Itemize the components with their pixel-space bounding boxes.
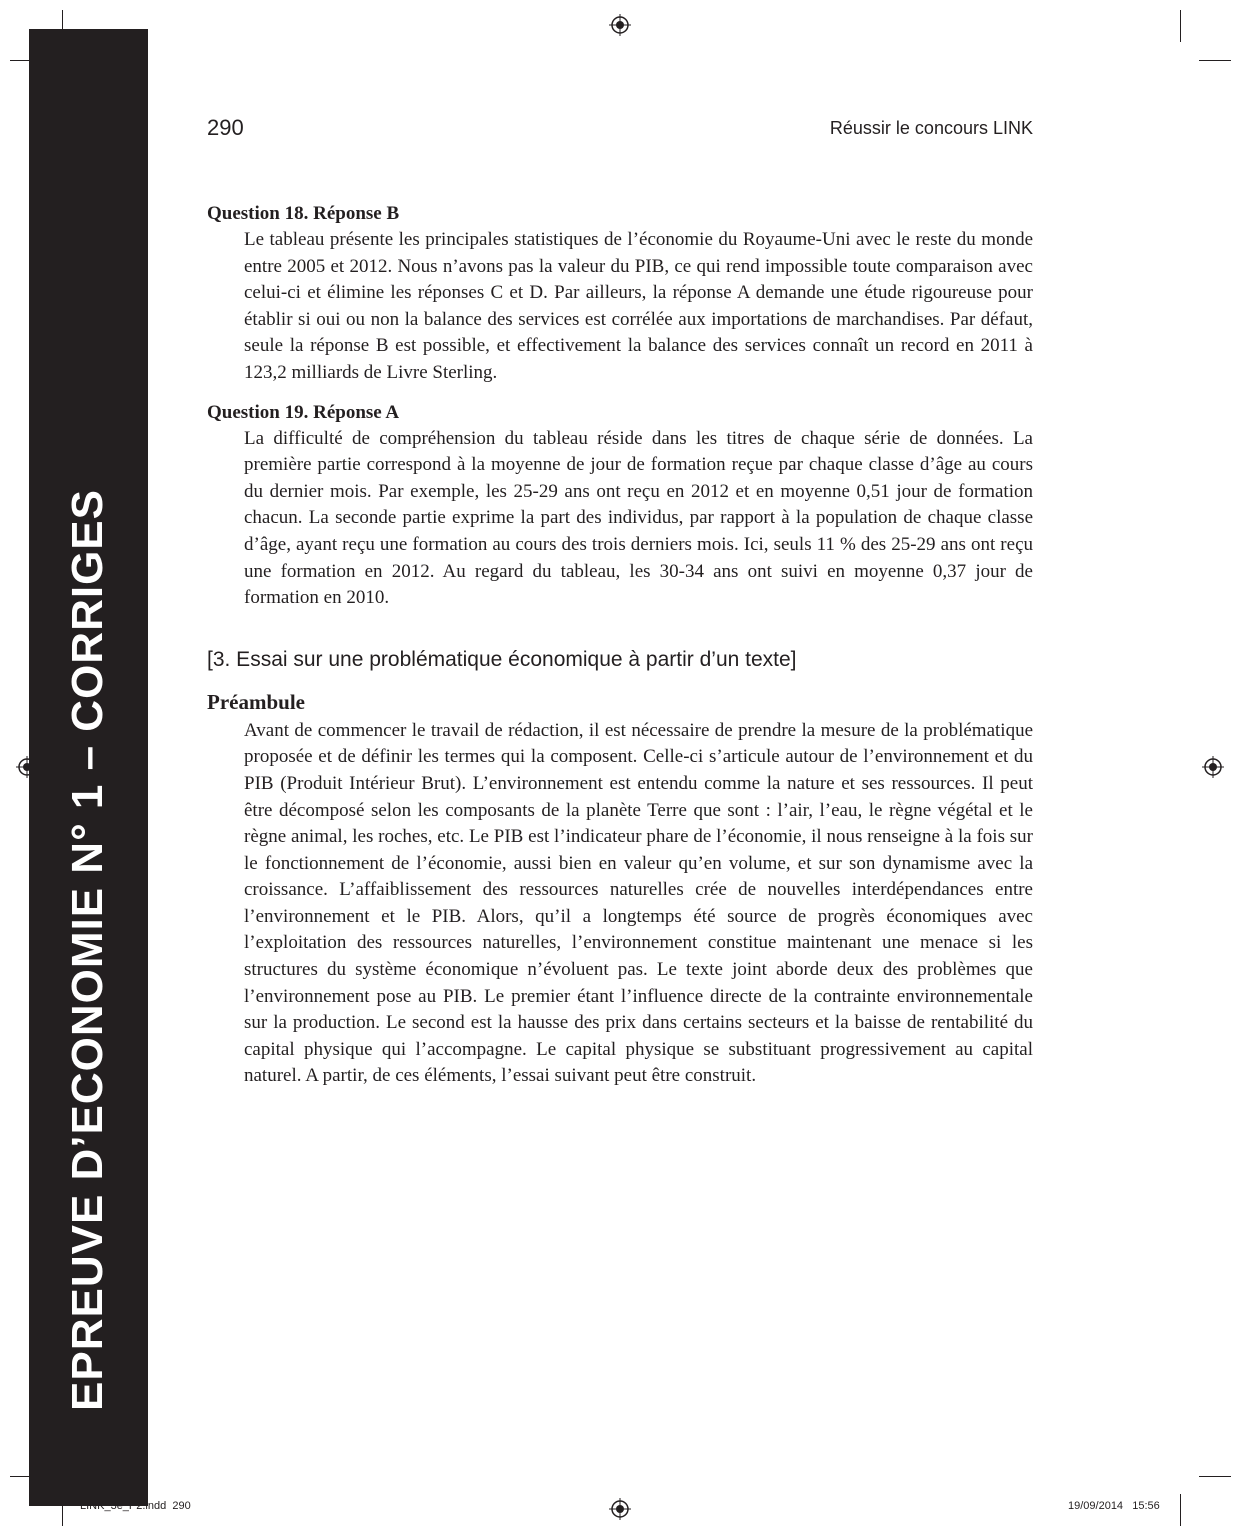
question-block [207,201,1033,387]
crop-mark [1180,1494,1181,1526]
question-answer-text: La difficulté de compréhension du tableau réside dans les titres de chaque série de données. La première partie correspond à la moyenne de jour de formation reçue par chaque classe d’âge au cours du dernier mois. Par exemple, les 25-29 ans ont reçu en 2012 et en moyenne 0,51 jour de formation chacun. La seconde partie exprime la part des individus, par rapport à la population de chaque classe d’âge, ayant reçu une formation au cours des trois derniers mois. Ici, seuls 11 % des 25-29 ans ont reçu une formation en 2012. Au regard du tableau, les 30-34 ans ont suivi en moyenne 0,37 jour de formation en 2010. [244,427,1033,609]
section-body-text: Avant de commencer le travail de rédaction, il est nécessaire de prendre la mesure de la problématique proposée et de définir les termes qui la composent. Celle-ci s’articule autour de l’environnement et du PIB (Produit Intérieur Brut). L’environnement est entendu comme la nature et ses ressources. Il peut être décomposé selon les composants de la planète Terre que sont : l’air, l’eau, le règne végétal et le règne animal, les roches, etc. Le PIB est l’indicateur phare de l’économie, il nous renseigne à la fois sur le fonctionnement de l’économie, aussi bien en valeur qu’en volume, et sur son dynamisme avec la croissance. L’affaiblissement des ressources naturelles crée de nouvelles interdépendances entre l’environnement et le PIB. Alors, qu’il a longtemps été source de progrès économiques avec l’exploitation des ressources naturelles, l’environnement constitue maintenant une menace si les structures du système économique n’évoluent pas. Le texte joint aborde deux des problèmes que l’environnement pose au PIB. Le premier étant l’influence directe de la contrainte environnementale sur la production. Le second est la hausse des prix dans certains secteurs et la baisse de rentabilité du capital physique qui l’accompagne. Le capital physique se substituant progressivement au capital naturel. A partir, de ces éléments, l’essai suivant peut être construit. [244,719,1033,1087]
crop-mark [1199,1476,1231,1477]
question-answer-text: Le tableau présente les principales statistiques de l’économie du Royaume-Uni avec le reste du monde entre 2005 et 2012. Nous n’avons pas la valeur du PIB, ce qui rend impossible toute comparaison avec celui-ci et élimine les réponses C et D. Par ailleurs, la réponse A demande une étude rigoureuse pour établir si oui ou non la balance des services est corrélée aux importations de marchandises. Par défaut, seule la réponse B est possible, et effectivement la balance des services connaît un record en 2011 à 123,2 milliards de Livre Sterling. [244,229,1033,383]
registration-mark-icon [609,14,631,36]
crop-mark [1199,60,1231,61]
question-title: Question 18. Réponse B [207,203,400,224]
chapter-side-title: EPREUVE D’ECONOMIE N° 1 – CORRIGES [63,489,112,1411]
registration-mark-icon [1202,756,1224,778]
slug-time: 15:56 [1132,1500,1160,1512]
question-title: Question 19. Réponse A [207,401,400,423]
registration-mark-icon [609,1498,631,1520]
slug-file [80,1500,191,1512]
slug-page: 290 [172,1500,191,1512]
question-block [207,400,1033,612]
slug-date: 19/09/2014 [1068,1500,1124,1512]
section-title: [3. Essai sur une problématique économique à partir d’un texte] [207,647,797,671]
running-title: Réussir le concours LINK [829,118,1033,138]
slug-datetime [1068,1500,1160,1512]
section-subtitle: Préambule [207,689,305,714]
slug-filename: LINK_3e_P2.indd [80,1500,167,1512]
page-content [207,201,1033,1090]
page-number: 290 [207,115,244,140]
crop-mark [1180,10,1181,42]
